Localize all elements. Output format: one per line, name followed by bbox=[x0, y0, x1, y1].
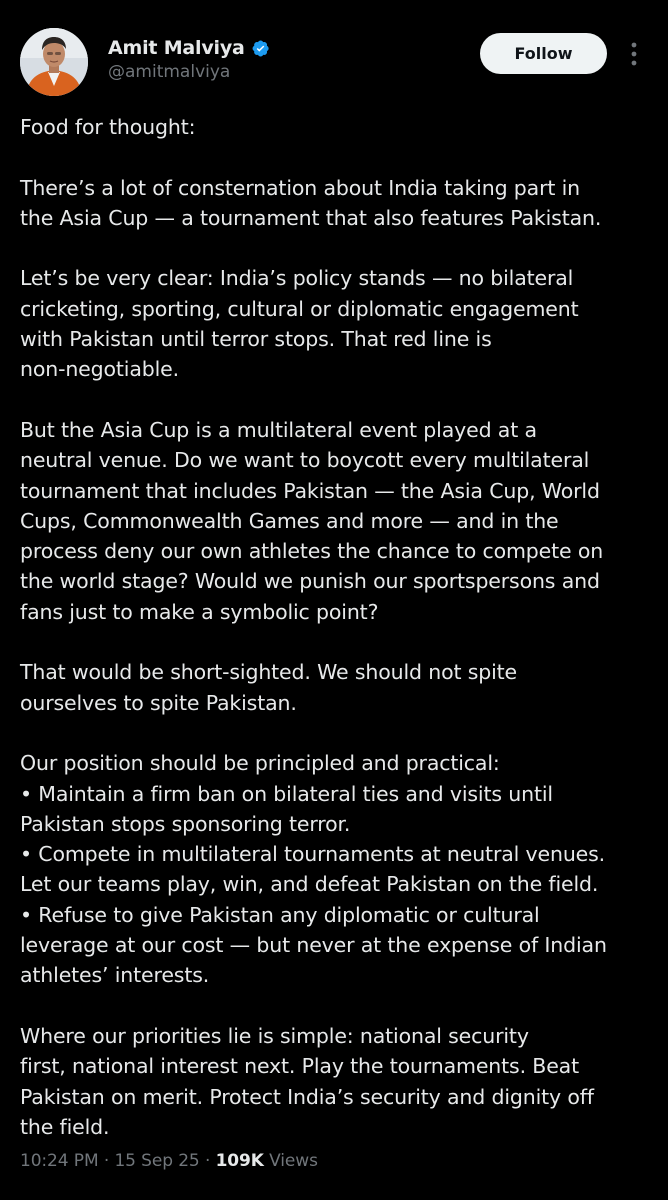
tweet-paragraph bbox=[20, 415, 650, 627]
tweet-line: Pakistan stops sponsoring terror. bbox=[20, 811, 351, 836]
tweet-line: leverage at our cost — but never at the expense of Indian bbox=[20, 933, 607, 958]
tweet-paragraph bbox=[20, 1021, 650, 1142]
tweet-line: neutral venue. Do we want to boycott every multilateral bbox=[20, 448, 590, 473]
tweet-line: the world stage? Would we punish our sportspersons and bbox=[20, 569, 600, 594]
tweet-line: • Maintain a firm ban on bilateral ties and visits until bbox=[20, 781, 553, 806]
meta-separator: · bbox=[204, 1151, 216, 1171]
tweet-paragraph bbox=[20, 263, 650, 384]
tweet-paragraph bbox=[20, 112, 650, 142]
tweet-line: cricketing, sporting, cultural or diplomatic engagement bbox=[20, 296, 579, 321]
follow-button[interactable]: Follow bbox=[480, 33, 607, 74]
tweet-line: athletes’ interests. bbox=[20, 963, 210, 988]
author-display-name[interactable]: Amit Malviya bbox=[108, 37, 245, 59]
views-label: Views bbox=[263, 1151, 318, 1171]
tweet-line: fans just to make a symbolic point? bbox=[20, 599, 379, 624]
tweet-line: There’s a lot of consternation about India taking part in bbox=[20, 175, 580, 200]
name-row bbox=[108, 36, 270, 60]
tweet-line: non-negotiable. bbox=[20, 357, 179, 382]
tweet-time[interactable]: 10:24 PM bbox=[20, 1151, 99, 1171]
tweet-line: Food for thought: bbox=[20, 115, 196, 139]
tweet-line: Pakistan on merit. Protect India’s security and dignity off bbox=[20, 1084, 594, 1109]
tweet-paragraph bbox=[20, 173, 650, 234]
tweet-header bbox=[0, 0, 668, 110]
views-count: 109K bbox=[215, 1151, 264, 1171]
author-info bbox=[108, 36, 270, 82]
tweet-line: That would be short-sighted. We should not spite bbox=[20, 660, 518, 685]
tweet-line: tournament that includes Pakistan — the Asia Cup, World bbox=[20, 478, 600, 503]
avatar-image bbox=[20, 28, 88, 96]
more-options-icon[interactable] bbox=[624, 40, 644, 68]
tweet-line: with Pakistan until terror stops. That red line is bbox=[20, 327, 492, 352]
tweet-line: Cups, Commonwealth Games and more — and in the bbox=[20, 508, 559, 533]
tweet-line: the field. bbox=[20, 1114, 110, 1139]
tweet-paragraph bbox=[20, 657, 650, 718]
tweet-line: Let’s be very clear: India’s policy stands — no bilateral bbox=[20, 266, 574, 291]
tweet-line: first, national interest next. Play the tournaments. Beat bbox=[20, 1054, 579, 1079]
tweet-date[interactable]: 15 Sep 25 bbox=[114, 1151, 200, 1171]
tweet-line: Where our priorities lie is simple: national security bbox=[20, 1023, 529, 1048]
tweet-line: ourselves to spite Pakistan. bbox=[20, 690, 297, 715]
tweet-line: But the Asia Cup is a multilateral event played at a bbox=[20, 417, 537, 442]
tweet-line: Our position should be principled and practical: bbox=[20, 751, 500, 776]
tweet-line: Let our teams play, win, and defeat Pakistan on the field. bbox=[20, 872, 599, 897]
tweet-line: process deny our own athletes the chance to compete on bbox=[20, 539, 604, 564]
tweet-line: • Compete in multilateral tournaments at neutral venues. bbox=[20, 842, 606, 867]
verified-badge-icon[interactable] bbox=[251, 39, 270, 58]
tweet-paragraph bbox=[20, 748, 650, 990]
tweet-metadata bbox=[20, 1151, 318, 1171]
meta-separator: · bbox=[103, 1151, 115, 1171]
avatar[interactable] bbox=[20, 28, 88, 96]
tweet-text bbox=[20, 112, 650, 1172]
tweet-line: • Refuse to give Pakistan any diplomatic or cultural bbox=[20, 902, 540, 927]
author-handle[interactable]: @amitmalviya bbox=[108, 62, 231, 82]
tweet-line: the Asia Cup — a tournament that also features Pakistan. bbox=[20, 205, 602, 230]
